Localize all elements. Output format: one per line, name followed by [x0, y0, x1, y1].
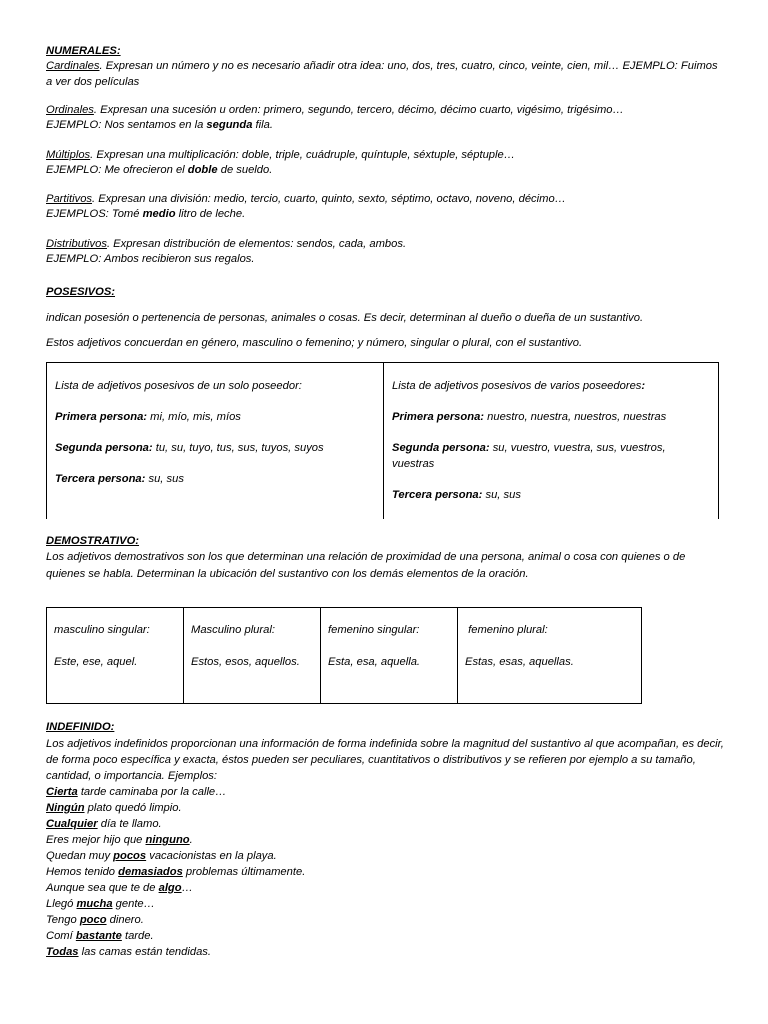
single-owner-row [55, 441, 375, 457]
example-pre: Aunque sea que te de [46, 882, 159, 894]
example-post: dinero. [106, 914, 144, 926]
demostrativo-text: Los adjetivos demostrativos son los que determinan una relación de proximidad de una persona, animal o cosa con quienes o de quienes se habla. Determinan la ubicación del sustantivo con los demás elementos de la oración. [46, 551, 686, 580]
multiplos-example-pre: EJEMPLO: Me ofrecieron el [46, 164, 188, 176]
posesivos-heading: POSESIVOS: [46, 286, 116, 298]
ordinales-example-pre: EJEMPLO: Nos sentamos en la [46, 119, 207, 131]
example-keyword: mucha [76, 898, 113, 910]
multiplos-example-bold: doble [187, 164, 218, 176]
example-keyword: demasiados [118, 866, 183, 878]
example-keyword: pocos [113, 850, 147, 862]
example-line [46, 928, 718, 944]
dem-cell [47, 608, 184, 704]
partitivos-example-post: litro de leche. [175, 208, 246, 220]
example-post: las camas están tendidas. [78, 946, 211, 958]
single-owner-row [55, 410, 375, 426]
example-pre: Comí [46, 930, 76, 942]
row-value: su, sus [145, 473, 184, 485]
ordinales-term: Ordinales [46, 104, 94, 116]
ordinales-example [46, 118, 718, 134]
row-value: su, vuestro, vuestra, sus, vuestros, vuestras [392, 442, 666, 470]
indefinido-examples [46, 784, 718, 960]
demostrativo-table [46, 607, 642, 704]
example-pre: Quedan muy [46, 850, 114, 862]
example-pre: Eres mejor hijo que [46, 834, 146, 846]
demostrativo-heading: DEMOSTRATIVO: [46, 535, 140, 547]
multiple-owner-title [392, 379, 710, 395]
example-pre: Hemos tenido [46, 866, 119, 878]
multiple-owner-row [392, 488, 710, 504]
dem-cell [184, 608, 321, 704]
distributivos-term: Distributivos [46, 238, 107, 250]
dem-cell-label: femenino singular: [328, 624, 420, 636]
multiple-owner-row [392, 441, 710, 472]
posesivos-agreement: Estos adjetivos concuerdan en género, masculino o femenino; y número, singular o plural, con el sustantivo. [46, 337, 583, 349]
example-line [46, 816, 718, 832]
row-label: Segunda persona: [55, 442, 153, 454]
dem-cell-value: Estos, esos, aquellos. [191, 655, 300, 668]
dem-cell-value: Esta, esa, aquella. [328, 655, 421, 668]
partitivos-text: . Expresan una división: medio, tercio, cuarto, quinto, sexto, séptimo, octavo, noveno, décimo… [92, 193, 566, 205]
single-owner-title: Lista de adjetivos posesivos de un solo poseedor: [55, 380, 302, 392]
indefinido-heading: INDEFINIDO: [46, 721, 115, 733]
ordinales-example-post: fila. [252, 119, 273, 131]
cardinales-paragraph [46, 59, 718, 90]
dem-cell-value: Este, ese, aquel. [54, 655, 138, 668]
multiplos-term: Múltiplos [46, 149, 91, 161]
distributivos-example: EJEMPLO: Ambos recibieron sus regalos. [46, 253, 255, 265]
example-keyword: Ningún [46, 802, 85, 814]
example-post: tarde. [121, 930, 154, 942]
example-keyword: Cierta [46, 786, 78, 798]
example-pre: Tengo [46, 914, 80, 926]
dem-cell-label: masculino singular: [54, 624, 150, 636]
example-post: tarde caminaba por la calle… [77, 786, 227, 798]
multiplos-example [46, 163, 718, 179]
single-owner-row [55, 472, 375, 488]
posesivos-table [46, 362, 719, 519]
example-keyword: Todas [46, 946, 79, 958]
row-label: Segunda persona: [392, 442, 490, 454]
partitivos-term: Partitivos [46, 193, 93, 205]
example-post: plato quedó limpio. [84, 802, 182, 814]
example-post: . [189, 834, 193, 846]
example-keyword: Cualquier [46, 818, 98, 830]
ordinales-paragraph [46, 103, 718, 119]
posesivos-intro: indican posesión o pertenencia de personas, animales o cosas. Es decir, determinan al dueño o dueña de un sustantivo. [46, 312, 644, 324]
multiple-owner-title-colon: : [641, 380, 646, 392]
row-value: tu, su, tuyo, tus, sus, tuyos, suyos [152, 442, 324, 454]
example-post: día te llamo. [97, 818, 162, 830]
example-line [46, 896, 718, 912]
dem-cell-label: Masculino plural: [191, 624, 275, 636]
example-post: problemas últimamente. [182, 866, 306, 878]
cardinales-text: . Expresan un número y no es necesario añadir otra idea: uno, dos, tres, cuatro, cinco, veinte, cien, mil… EJEMPLO: Fuimos a ver dos películas [46, 60, 718, 88]
indefinido-text: Los adjetivos indefinidos proporcionan una información de forma indefinida sobre la magnitud del sustantivo al que acompañan, es decir, de forma poco específica y exacta, éstos pueden ser peculiares, cuantitativos o distributivos y se refieren por ejemplo a su tamaño, cantidad, o importancia. Ejemplos: [46, 738, 724, 782]
multiplos-paragraph [46, 148, 718, 164]
multiple-owner-row [392, 410, 710, 426]
example-line [46, 784, 718, 800]
dem-cell-value: Estas, esas, aquellas. [465, 655, 574, 668]
row-value: nuestro, nuestra, nuestros, nuestras [484, 411, 667, 423]
row-label: Tercera persona: [392, 488, 483, 501]
example-post: gente… [112, 898, 155, 910]
distributivos-text: . Expresan distribución de elementos: sendos, cada, ambos. [106, 238, 407, 250]
row-label: Tercera persona: [55, 473, 146, 485]
partitivos-example-bold: medio [142, 208, 176, 220]
example-post: vacacionistas en la playa. [146, 850, 277, 862]
example-line [46, 864, 718, 880]
multiple-owner-cell [384, 363, 719, 519]
multiple-owner-title-text: Lista de adjetivos posesivos de varios poseedores [392, 380, 642, 392]
partitivos-paragraph [46, 192, 718, 208]
dem-cell [458, 608, 642, 704]
example-line [46, 912, 718, 928]
example-line [46, 800, 718, 816]
example-keyword: poco [79, 914, 107, 926]
distributivos-paragraph [46, 237, 718, 253]
example-line [46, 848, 718, 864]
row-label: Primera persona: [55, 411, 148, 423]
ordinales-text: . Expresan una sucesión u orden: primero, segundo, tercero, décimo, décimo cuarto, vigésimo, trigésimo… [93, 104, 624, 116]
row-value: su, sus [482, 488, 521, 501]
partitivos-example-pre: EJEMPLOS: Tomé [46, 208, 143, 220]
dem-cell-label: femenino plural: [465, 624, 548, 636]
numerales-heading: NUMERALES: [46, 45, 121, 57]
example-line [46, 832, 718, 848]
row-value: mi, mío, mis, míos [147, 411, 241, 423]
example-pre: Llegó [46, 898, 77, 910]
dem-cell [321, 608, 458, 704]
example-keyword: bastante [75, 930, 122, 942]
partitivos-example [46, 207, 718, 223]
example-keyword: algo [158, 882, 182, 894]
single-owner-cell [47, 363, 384, 519]
multiplos-text: . Expresan una multiplicación: doble, triple, cuádruple, quíntuple, séxtuple, séptuple… [90, 149, 515, 161]
ordinales-example-bold: segunda [206, 119, 253, 131]
row-label: Primera persona: [392, 411, 485, 423]
example-line [46, 944, 718, 960]
cardinales-term: Cardinales [46, 60, 100, 72]
example-keyword: ninguno [145, 834, 190, 846]
example-line [46, 880, 718, 896]
multiplos-example-post: de sueldo. [217, 164, 273, 176]
example-post: … [181, 882, 193, 894]
